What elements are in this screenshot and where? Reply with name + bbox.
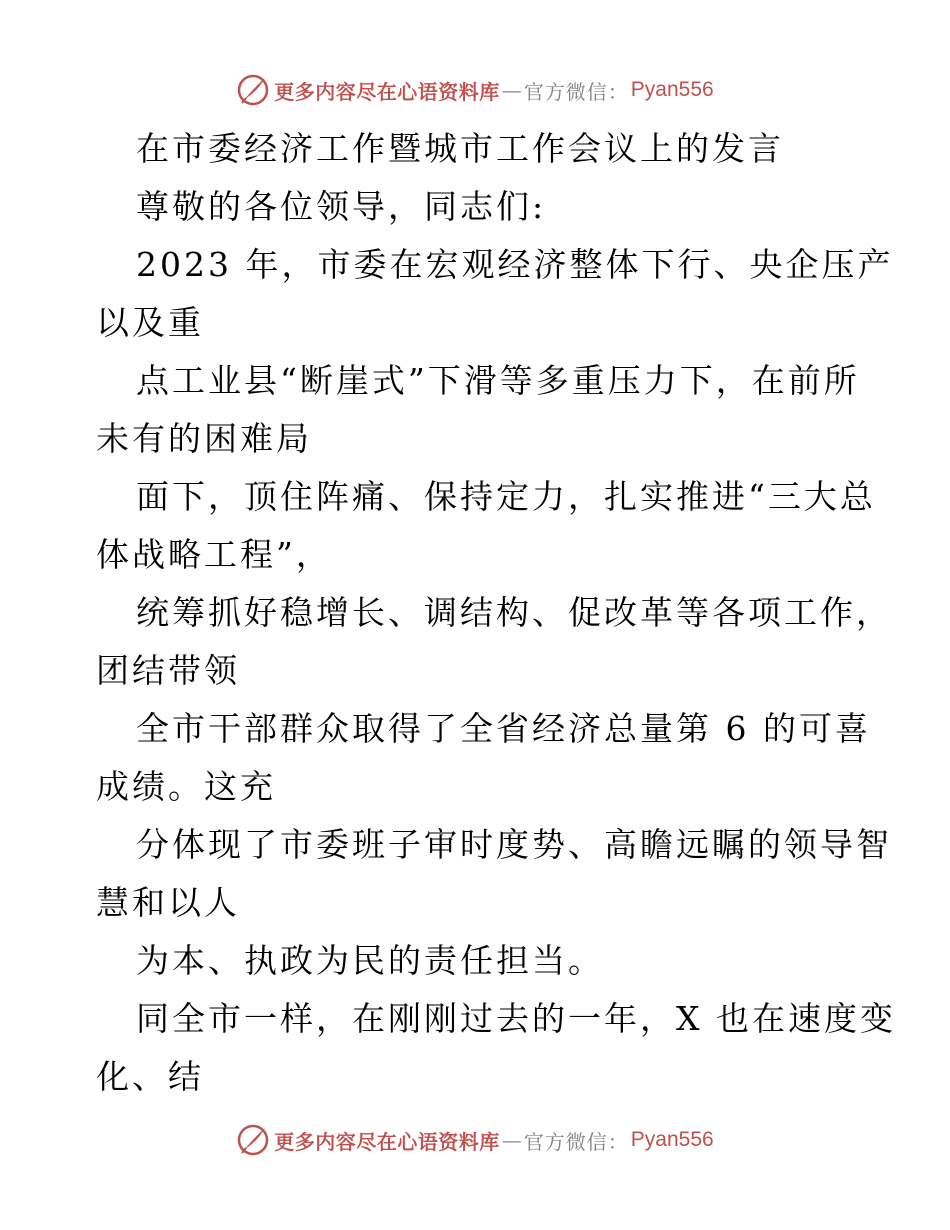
text-line: 团结带领: [96, 651, 240, 690]
banner-main-text: 更多内容尽在心语资料库: [274, 79, 500, 104]
footer-banner: [0, 1120, 950, 1160]
text-line: 统筹抓好稳增长、调结构、促改革等各项工作，: [136, 593, 892, 632]
document-title: 在市委经济工作暨城市工作会议上的发言: [136, 129, 784, 168]
text-line: 点工业县“断崖式”下滑等多重压力下，在前所: [136, 361, 860, 400]
feather-pen-logo-icon: [236, 73, 270, 107]
text-line: 体战略工程”，: [96, 535, 332, 574]
feather-pen-logo-icon: [236, 1123, 270, 1157]
text-line: 为本、执政为民的责任担当。: [136, 941, 604, 980]
text-line: 全市干部群众取得了全省经济总量第 6 的可喜: [136, 709, 871, 748]
text-line: 成绩。这充: [96, 767, 276, 806]
banner-wechat-label: 官方微信：: [523, 79, 629, 104]
text-line: 以及重: [96, 303, 204, 342]
banner-dash: —: [501, 1128, 522, 1152]
header-banner: [0, 70, 950, 110]
text-line: 分体现了市委班子审时度势、高瞻远瞩的领导智: [136, 825, 892, 864]
salutation: 尊敬的各位领导，同志们:: [136, 187, 547, 226]
banner-wechat-id: Pyan556: [630, 78, 714, 101]
text-line: 未有的困难局: [96, 419, 312, 458]
banner-wechat-id: Pyan556: [630, 1128, 714, 1151]
document-body: [96, 120, 896, 1106]
banner-dash: —: [501, 78, 522, 102]
banner-wechat-label: 官方微信：: [523, 1129, 629, 1154]
text-line: 2023 年，市委在宏观经济整体下行、央企压产: [136, 245, 894, 284]
banner-main-text: 更多内容尽在心语资料库: [274, 1129, 500, 1154]
text-line: 慧和以人: [96, 883, 240, 922]
text-line: 同全市一样，在刚刚过去的一年，X 也在速度变: [136, 999, 896, 1038]
text-line: 面下，顶住阵痛、保持定力，扎实推进“三大总: [136, 477, 876, 516]
text-line: 化、结: [96, 1057, 204, 1096]
